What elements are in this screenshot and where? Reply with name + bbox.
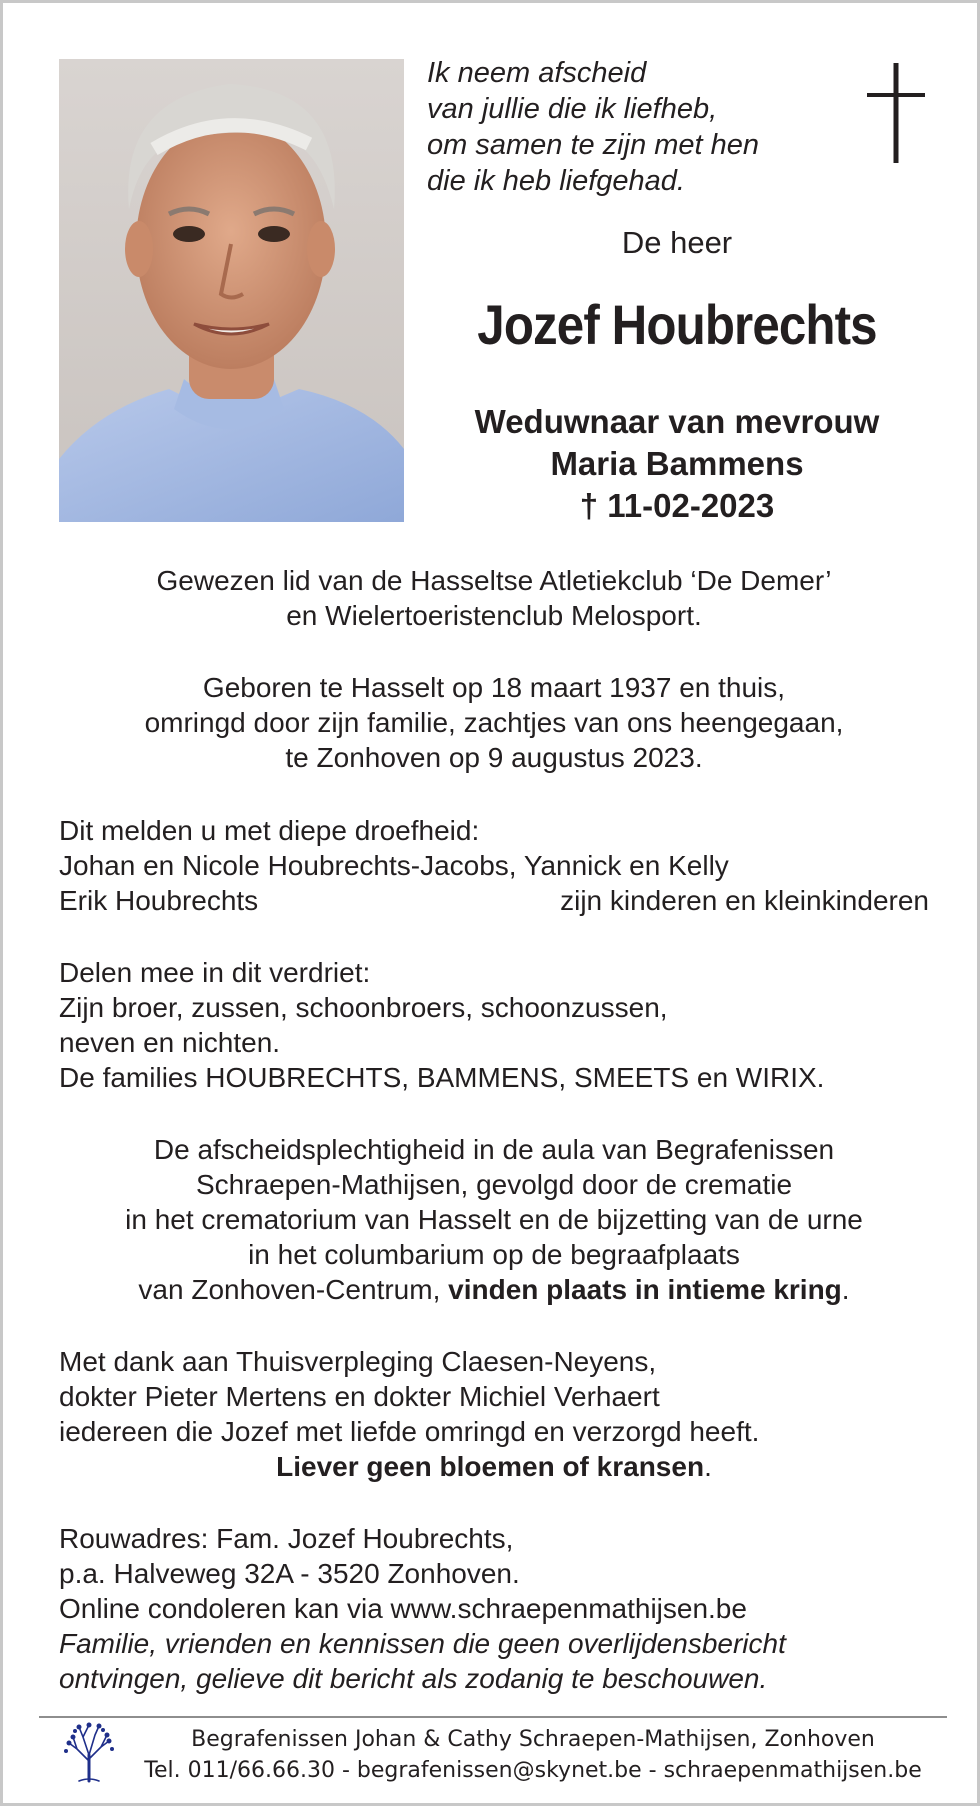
notice-line: ontvingen, gelieve dit bericht als zodanig te beschouwen. — [59, 1663, 768, 1694]
announcement — [59, 813, 929, 918]
shared-grief — [59, 955, 929, 1095]
shared-line: Zijn broer, zussen, schoonbroers, schoonzussen, — [59, 992, 668, 1023]
notice-line: Familie, vrienden en kennissen die geen overlijdensbericht — [59, 1628, 786, 1659]
family-member: Erik Houbrechts — [59, 885, 259, 916]
thanks-line: Met dank aan Thuisverpleging Claesen-Neyens, — [59, 1346, 657, 1377]
poem — [427, 55, 807, 199]
birth-line: Geboren te Hasselt op 18 maart 1937 en thuis, — [202, 672, 786, 703]
footer-contact: Tel. 011/66.66.30 - begrafenissen@skynet.be - schraepenmathijsen.be — [144, 1758, 922, 1783]
birth-death-text — [59, 670, 929, 775]
thanks-line: iedereen die Jozef met liefde omringd en verzorgd heeft. — [59, 1416, 760, 1447]
portrait-illustration — [59, 59, 404, 522]
address-line: p.a. Halveweg 32A - 3520 Zonhoven. — [59, 1558, 520, 1589]
spouse-death-date: † 11-02-2023 — [579, 487, 775, 524]
condolence-line: Online condoleren kan via www.schraepenmathijsen.be — [59, 1593, 747, 1624]
footer-company: Begrafenissen Johan & Cathy Schraepen-Mathijsen, Zonhoven — [191, 1727, 875, 1752]
no-flowers-line — [59, 1449, 929, 1484]
ceremony-line: in het columbarium op de begraafplaats — [248, 1239, 740, 1270]
ceremony-suffix: . — [841, 1274, 850, 1305]
membership-line: en Wielertoeristenclub Melosport. — [286, 600, 702, 631]
shared-line: De families HOUBRECHTS, BAMMENS, SMEETS en WIRIX. — [59, 1062, 825, 1093]
widow-info — [427, 401, 927, 527]
deceased-name: Jozef Houbrechts — [477, 293, 877, 356]
poem-line: Ik neem afscheid — [427, 57, 647, 89]
family-line: Johan en Nicole Houbrechts-Jacobs, Yannick en Kelly — [59, 850, 729, 881]
family-relation: zijn kinderen en kleinkinderen — [560, 885, 929, 916]
birth-line: te Zonhoven op 9 augustus 2023. — [285, 742, 703, 773]
honorific: De heer — [621, 225, 733, 260]
ceremony-line: Schraepen-Mathijsen, gevolgd door de crematie — [195, 1169, 793, 1200]
ceremony-bold: vinden plaats in intieme kring — [448, 1274, 842, 1305]
ceremony-prefix: van Zonhoven-Centrum, — [138, 1274, 449, 1305]
tree-logo-icon — [61, 1721, 117, 1783]
address-block — [59, 1521, 929, 1696]
spouse-name: Maria Bammens — [550, 445, 804, 482]
cross-icon — [867, 63, 927, 163]
shared-line: Delen mee in dit verdriet: — [59, 957, 371, 988]
thanks-text — [59, 1344, 929, 1484]
poem-line: om samen te zijn met hen — [427, 129, 760, 161]
membership-line: Gewezen lid van de Hasseltse Atletiekclub ‘De Demer’ — [156, 565, 832, 596]
portrait-photo — [59, 59, 404, 522]
ceremony-line — [59, 1272, 929, 1307]
widow-line: Weduwnaar van mevrouw — [474, 403, 880, 440]
address-line: Rouwadres: Fam. Jozef Houbrechts, — [59, 1523, 514, 1554]
footer-divider — [39, 1716, 947, 1718]
thanks-line: dokter Pieter Mertens en dokter Michiel Verhaert — [59, 1381, 660, 1412]
no-flowers-suffix: . — [704, 1451, 712, 1482]
shared-line: neven en nichten. — [59, 1027, 281, 1058]
membership-text — [59, 563, 929, 633]
no-flowers: Liever geen bloemen of kransen — [276, 1451, 705, 1482]
family-row — [59, 883, 929, 918]
ceremony-line: De afscheidsplechtigheid in de aula van Begrafenissen — [153, 1134, 835, 1165]
poem-line: van jullie die ik liefheb, — [427, 93, 718, 125]
ceremony-line: in het crematorium van Hasselt en de bijzetting van de urne — [125, 1204, 863, 1235]
ceremony-text — [59, 1132, 929, 1307]
announcement-intro: Dit melden u met diepe droefheid: — [59, 815, 480, 846]
poem-line: die ik heb liefgehad. — [427, 165, 685, 197]
footer — [113, 1724, 953, 1786]
birth-line: omringd door zijn familie, zachtjes van ons heengegaan, — [144, 707, 844, 738]
